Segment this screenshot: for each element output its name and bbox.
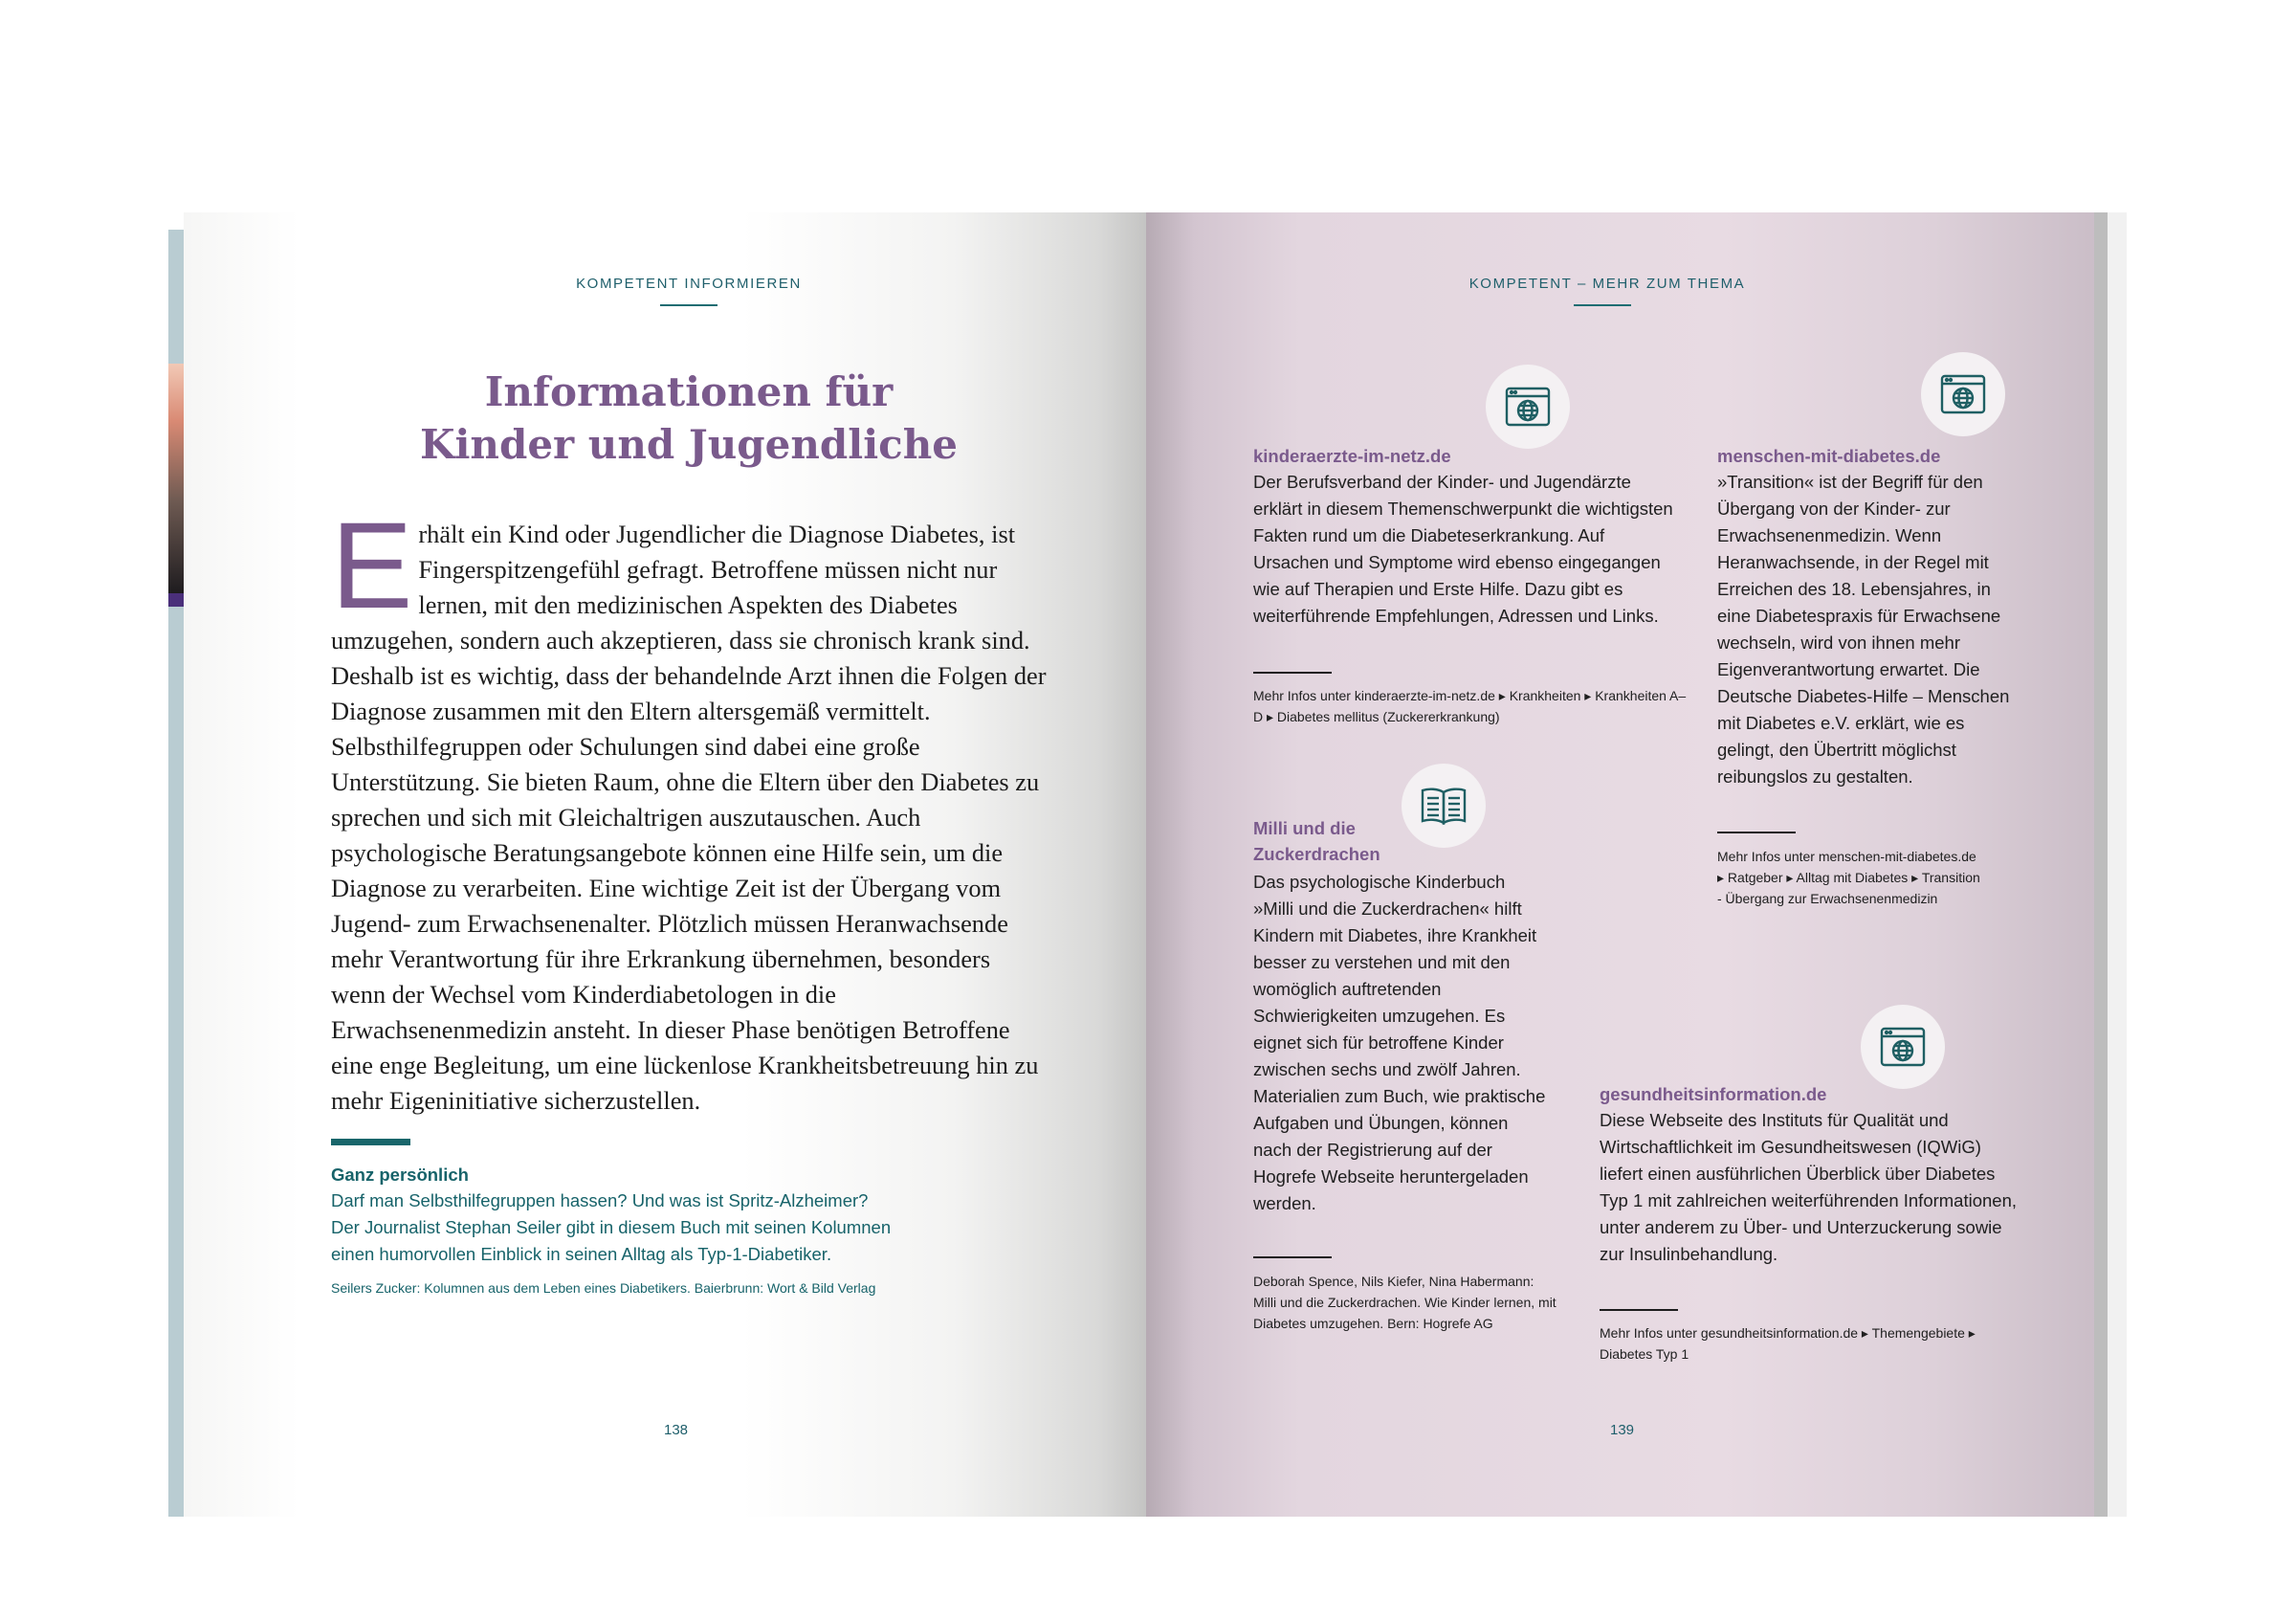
globe-browser-icon xyxy=(1861,1005,1945,1089)
cover-color-strip xyxy=(168,593,184,607)
entry-title-menschen-mit-diabetes: menschen-mit-diabetes.de xyxy=(1717,446,1941,466)
entry-text-gesundheitsinformation: Diese Webseite des Instituts für Qualität und Wirtschaftlichkeit im Gesundheitswesen (IQWiG) liefert einen ausführlichen Überblick über Diabetes Typ 1 mit zahlreichen weiterführenden Informationen, unter anderem zu Über- und Unterzuckerung sowie zur Insulinbehandlung. xyxy=(1600,1110,2018,1264)
entry-text-menschen-mit-diabetes: »Transition« ist der Begriff für den Übergang von der Kinder- zur Erwachsenenmedizin. Wenn Heranwachsende, in der Regel mit Erreichen des 18. Lebensjahres, in eine Diabetespraxis für Erwachsene wechseln, wird von ihnen mehr Eigenverantwortung erwartet. Die Deutsche Diabetes-Hilfe – Menschen mit Diabetes e.V. erklärt, wie es gelingt, den Übertritt möglichst reibungslos zu gestalten. xyxy=(1717,472,2010,787)
right-running-header: KOMPETENT – MEHR ZUM THEMA xyxy=(1468,276,1746,292)
left-header-rule xyxy=(660,304,718,306)
open-book-icon xyxy=(1402,764,1486,848)
right-cover-edge xyxy=(2108,212,2127,1517)
entry-title-milli: Milli und die Zuckerdrachen xyxy=(1253,818,1380,864)
entry-rule xyxy=(1600,1309,1678,1311)
personal-box-text: Darf man Selbsthilfegruppen hassen? Und was ist Spritz-Alzheimer? Der Journalist Stephan Seiler gibt in diesem Buch mit seinen Kolumnen einen humorvollen Einblick in seinen Alltag als Typ-1-Diabetiker. xyxy=(331,1190,892,1264)
entry-rule xyxy=(1253,1256,1332,1258)
drop-cap: E xyxy=(331,498,413,634)
entry-title-kinderaerzte: kinderaerzte-im-netz.de xyxy=(1253,446,1451,466)
page-title-line-2: Kinder und Jugendliche xyxy=(419,421,959,468)
entry-rule xyxy=(1253,672,1332,674)
entry-source-gesundheitsinformation: Mehr Infos unter gesundheitsinformation.de ▸ Themengebiete ▸ Diabetes Typ 1 xyxy=(1600,1325,1976,1362)
page-title-line-1: Informationen für xyxy=(484,368,894,415)
right-page-edge xyxy=(2094,212,2108,1517)
entry-source-menschen-mit-diabetes: Mehr Infos unter menschen-mit-diabetes.de ▸ Ratgeber ▸ Alltag mit Diabetes ▸ Transition - Übergang zur Erwachsenenmedizin xyxy=(1717,849,1980,906)
entry-text-milli: Das psychologische Kinderbuch »Milli und die Zuckerdrachen« hilft Kindern mit Diabetes, ihre Krankheit besser zu verstehen und mit den womöglich auftretenden Schwierigkeiten umzugehen. Es eignet sich für betroffene Kinder zwischen sechs und zwölf Jahren. Materialien zum Buch, wie praktische Aufgaben und Übungen, können nach der Registrierung auf der Hogrefe Webseite heruntergeladen werden. xyxy=(1253,872,1546,1213)
page-title xyxy=(335,366,1043,471)
entry-title-gesundheitsinformation: gesundheitsinformation.de xyxy=(1600,1084,1827,1104)
entry-source-kinderaerzte: Mehr Infos unter kinderaerzte-im-netz.de ▸ Krankheiten ▸ Krankheiten A–D ▸ Diabetes mellitus (Zuckererkrankung) xyxy=(1253,688,1687,724)
right-page-number: 139 xyxy=(1610,1422,1635,1438)
left-page-number: 138 xyxy=(664,1422,689,1438)
left-running-header: KOMPETENT INFORMIEREN xyxy=(576,276,802,292)
personal-box xyxy=(331,1162,895,1298)
globe-browser-icon xyxy=(1486,365,1570,449)
personal-box-source: Seilers Zucker: Kolumnen aus dem Leben eines Diabetikers. Baierbrunn: Wort & Bild Verlag xyxy=(331,1280,876,1296)
entry-text-kinderaerzte: Der Berufsverband der Kinder- und Jugendärzte erklärt in diesem Themenschwerpunkt die wichtigsten Fakten rund um die Diabeteserkrankung. Auf Ursachen und Symptome wird ebenso eingegangen wie auf Therapien und Erste Hilfe. Dazu gibt es weiterführende Empfehlungen, Adressen und Links. xyxy=(1253,472,1673,626)
intro-paragraph xyxy=(331,498,1049,1119)
book-spine-edge xyxy=(168,230,184,1517)
entry-source-milli: Deborah Spence, Nils Kiefer, Nina Habermann: Milli und die Zuckerdrachen. Wie Kinder lernen, mit Diabetes umzugehen. Bern: Hogrefe AG xyxy=(1253,1274,1556,1331)
entry-rule xyxy=(1717,832,1796,833)
globe-browser-icon xyxy=(1921,352,2005,436)
cover-photo-strip xyxy=(168,364,184,593)
personal-box-accent-bar xyxy=(331,1139,410,1145)
intro-paragraph-text: rhält ein Kind oder Jugendlicher die Diagnose Diabetes, ist Fingerspitzengefühl gefragt. Betroffene müssen nicht nur lernen, mit den medizinischen Aspekten des Diabetes umzugehen, sondern auch akzeptieren, dass sie chronisch krank sind. Deshalb ist es wichtig, dass der behandelnde Arzt ihnen die Folgen der Diagnose zusammen mit den Eltern altersgemäß vermittelt. Selbsthilfegruppen oder Schulungen sind dabei eine große Unterstützung. Sie bieten Raum, ohne die Eltern über den Diabetes zu sprechen und sich mit Gleichaltrigen auszutauschen. Auch psychologische Beratungsangebote können eine Hilfe sein, um die Diagnose zu verarbeiten. Eine wichtige Zeit ist der Übergang vom Jugend- zum Erwachsenenalter. Plötzlich müssen Heranwachsende mehr Verantwortung für ihre Erkrankung übernehmen, besonders wenn der Wechsel vom Kinderdiabetologen in die Erwachsenenmedizin ansteht. In dieser Phase benötigen Betroffene eine enge Begleitung, um eine lückenlose Krankheitsbetreuung hin zu mehr Eigeninitiative sicherzustellen. xyxy=(331,520,1047,1115)
personal-box-title: Ganz persönlich xyxy=(331,1165,469,1185)
right-header-rule xyxy=(1574,304,1631,306)
